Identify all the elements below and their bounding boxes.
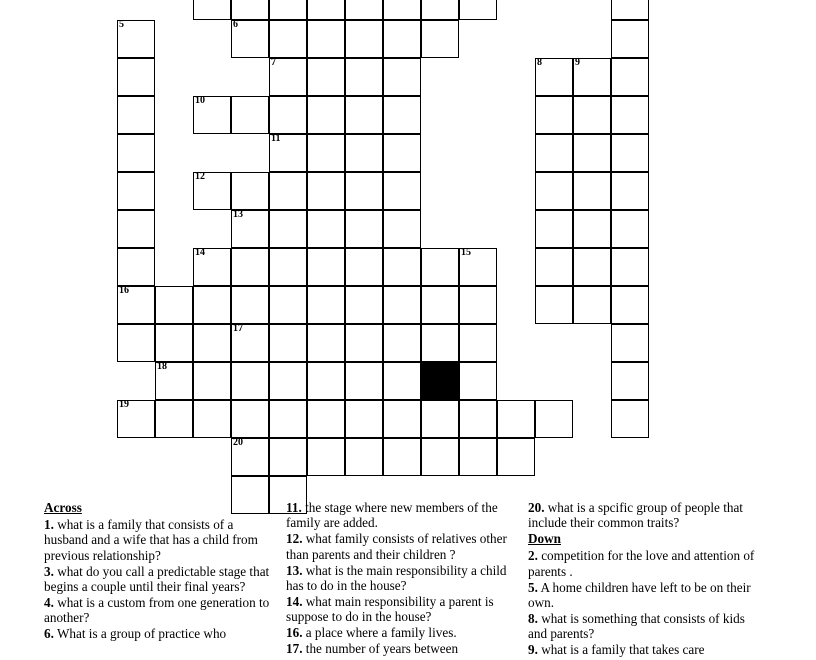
crossword-cell[interactable] [307, 248, 345, 286]
crossword-cell[interactable] [345, 400, 383, 438]
clue-item[interactable] [286, 531, 516, 562]
crossword-cell[interactable] [611, 400, 649, 438]
crossword-cell[interactable] [573, 96, 611, 134]
crossword-cell[interactable] [155, 400, 193, 438]
crossword-cell[interactable] [155, 324, 193, 362]
crossword-cell[interactable] [345, 438, 383, 476]
crossword-cell-number: 11 [271, 133, 281, 144]
crossword-cell[interactable] [345, 362, 383, 400]
crossword-cell[interactable] [231, 324, 269, 362]
crossword-cell[interactable] [307, 96, 345, 134]
crossword-cell[interactable] [231, 20, 269, 58]
crossword-cell[interactable] [307, 362, 345, 400]
clue-item[interactable] [286, 594, 516, 625]
clue-column-across [44, 500, 286, 660]
clue-item[interactable] [286, 500, 516, 531]
crossword-cell-number: 8 [537, 57, 542, 68]
crossword-cell[interactable] [269, 20, 307, 58]
crossword-cell[interactable] [383, 0, 421, 20]
crossword-cell[interactable] [611, 172, 649, 210]
crossword-cell-number: 5 [119, 19, 124, 30]
clue-text: what is a spcific group of people that include their common traits? [528, 500, 743, 531]
crossword-cell[interactable] [497, 400, 535, 438]
crossword-cell[interactable] [307, 400, 345, 438]
clue-text: the number of years between [305, 641, 459, 657]
crossword-cell-number: 16 [119, 285, 129, 296]
crossword-cell[interactable] [269, 0, 307, 20]
crossword-cell[interactable] [383, 58, 421, 96]
crossword-cell[interactable] [383, 324, 421, 362]
crossword-cell[interactable] [383, 286, 421, 324]
clue-item[interactable] [528, 500, 758, 531]
crossword-cell[interactable] [535, 96, 573, 134]
crossword-cell[interactable] [155, 286, 193, 324]
crossword-cell-number: 10 [195, 95, 205, 106]
clue-heading-across: Across [44, 500, 82, 515]
crossword-cell[interactable] [269, 248, 307, 286]
clue-column-across-continued [286, 500, 528, 660]
clue-text: What is a group of practice who [56, 626, 227, 642]
crossword-cell[interactable] [307, 20, 345, 58]
crossword-cell[interactable] [573, 134, 611, 172]
crossword-cell[interactable] [231, 0, 269, 20]
clue-number: 2. [528, 548, 538, 564]
crossword-cell[interactable] [117, 210, 155, 248]
crossword-cell[interactable] [421, 438, 459, 476]
crossword-cell[interactable] [459, 248, 497, 286]
crossword-cell[interactable] [459, 362, 497, 400]
crossword-cell[interactable] [345, 134, 383, 172]
crossword-cell-number: 12 [195, 171, 205, 182]
crossword-cell-number: 19 [119, 399, 129, 410]
crossword-cell[interactable] [269, 58, 307, 96]
crossword-cell[interactable] [383, 438, 421, 476]
crossword-cell[interactable] [421, 20, 459, 58]
clue-text: what family consists of relatives other than parents and their children ? [286, 531, 507, 562]
crossword-cell[interactable] [117, 286, 155, 324]
crossword-cell-number: 6 [233, 19, 238, 30]
clue-item[interactable] [44, 595, 274, 626]
crossword-cell[interactable] [611, 20, 649, 58]
crossword-cell[interactable] [269, 172, 307, 210]
crossword-cell[interactable] [345, 0, 383, 20]
crossword-cell[interactable] [231, 248, 269, 286]
crossword-cell[interactable] [193, 400, 231, 438]
crossword-cell[interactable] [231, 210, 269, 248]
crossword-cell[interactable] [611, 248, 649, 286]
crossword-cell-number: 15 [461, 247, 471, 258]
clue-item[interactable] [44, 626, 274, 641]
clue-number: 4. [44, 595, 54, 611]
clue-number: 13. [286, 562, 303, 578]
clue-text: what is a family that consists of a husband and a wife that has a child from previous relationship? [44, 517, 258, 563]
crossword-cell[interactable] [345, 324, 383, 362]
crossword-cell[interactable] [383, 248, 421, 286]
clue-item[interactable] [528, 611, 758, 642]
clue-text: A home children have left to be on their own. [528, 579, 751, 611]
clue-number: 12. [286, 531, 303, 547]
crossword-cell-number: 17 [233, 323, 243, 334]
clue-heading-down: Down [528, 531, 561, 547]
crossword-cell[interactable] [535, 134, 573, 172]
crossword-cell[interactable] [383, 400, 421, 438]
clue-text: competition for the love and attention of parents . [528, 548, 755, 579]
crossword-cell[interactable] [573, 248, 611, 286]
crossword-cell[interactable] [117, 400, 155, 438]
crossword-cell-number: 13 [233, 209, 243, 220]
crossword-cell[interactable] [193, 172, 231, 210]
clue-text: what do you call a predictable stage that begins a couple until their final years? [44, 563, 270, 595]
crossword-cell[interactable] [307, 438, 345, 476]
crossword-cell[interactable] [383, 20, 421, 58]
crossword-cell[interactable] [421, 286, 459, 324]
crossword-cell[interactable] [459, 324, 497, 362]
clue-number: 3. [44, 563, 54, 579]
crossword-cell[interactable] [573, 172, 611, 210]
clue-item[interactable] [528, 580, 758, 611]
crossword-cell[interactable] [269, 362, 307, 400]
crossword-cell[interactable] [193, 96, 231, 134]
clue-number: 11. [286, 500, 302, 515]
crossword-cell[interactable] [535, 172, 573, 210]
clue-column-down [528, 500, 770, 660]
crossword-cell[interactable] [231, 96, 269, 134]
crossword-cell[interactable] [193, 248, 231, 286]
crossword-cell[interactable] [307, 286, 345, 324]
crossword-cell[interactable] [459, 400, 497, 438]
crossword-cell[interactable] [421, 248, 459, 286]
crossword-cell[interactable] [269, 210, 307, 248]
crossword-cell[interactable] [421, 324, 459, 362]
clue-text: what is a family that takes care [541, 642, 705, 658]
crossword-cell[interactable] [307, 134, 345, 172]
crossword-cell[interactable] [421, 0, 459, 20]
crossword-cell[interactable] [383, 134, 421, 172]
crossword-cell[interactable] [611, 324, 649, 362]
crossword-cell[interactable] [383, 172, 421, 210]
crossword-cell-number: 20 [233, 437, 243, 448]
clue-item[interactable] [286, 563, 516, 594]
crossword-cell[interactable] [117, 324, 155, 362]
clue-text: what is the main responsibility a child has to do in the house? [286, 562, 507, 594]
clue-item[interactable] [44, 517, 274, 563]
crossword-cell[interactable] [193, 362, 231, 400]
clue-number: 8. [528, 610, 538, 626]
crossword-cell[interactable] [573, 58, 611, 96]
crossword-cell[interactable] [345, 58, 383, 96]
crossword-cell[interactable] [535, 248, 573, 286]
crossword-cell[interactable] [611, 362, 649, 400]
crossword-cell[interactable] [193, 286, 231, 324]
crossword-cell[interactable] [117, 96, 155, 134]
clue-text: the stage where new members of the family are added. [286, 500, 498, 531]
crossword-cell[interactable] [345, 20, 383, 58]
clue-number: 9. [528, 642, 538, 658]
crossword-cell[interactable] [231, 400, 269, 438]
crossword-cell[interactable] [117, 20, 155, 58]
crossword-cell[interactable] [269, 400, 307, 438]
clue-number: 1. [44, 517, 54, 532]
clue-list [44, 500, 770, 660]
crossword-cell[interactable] [459, 0, 497, 20]
crossword-cell[interactable] [117, 134, 155, 172]
crossword-cell[interactable] [193, 324, 231, 362]
crossword-cell[interactable] [193, 0, 231, 20]
crossword-cell[interactable] [269, 286, 307, 324]
crossword-cell[interactable] [345, 286, 383, 324]
clue-text: what is a custom from one generation to another? [44, 595, 270, 626]
clue-item[interactable] [286, 641, 516, 656]
crossword-cell[interactable] [345, 96, 383, 134]
clue-number: 20. [528, 500, 545, 515]
crossword-cell[interactable] [611, 58, 649, 96]
crossword-cell[interactable] [231, 438, 269, 476]
crossword-cell[interactable] [231, 172, 269, 210]
crossword-cell-number: 7 [271, 57, 276, 68]
crossword-cell[interactable] [611, 210, 649, 248]
crossword-cell-number: 9 [575, 57, 580, 68]
crossword-cell[interactable] [231, 362, 269, 400]
crossword-cell[interactable] [383, 210, 421, 248]
crossword-cell[interactable] [497, 438, 535, 476]
clue-number: 6. [44, 626, 54, 642]
crossword-cell-blocked [421, 362, 459, 400]
crossword-cell[interactable] [573, 210, 611, 248]
crossword-cell[interactable] [611, 286, 649, 324]
crossword-cell[interactable] [231, 286, 269, 324]
crossword-cell[interactable] [307, 0, 345, 20]
crossword-cell[interactable] [535, 286, 573, 324]
clue-number: 17. [286, 641, 303, 657]
clue-item[interactable] [528, 548, 758, 579]
crossword-cell[interactable] [345, 210, 383, 248]
clue-number: 16. [286, 625, 303, 641]
clue-item[interactable] [286, 625, 516, 640]
crossword-cell[interactable] [383, 96, 421, 134]
clue-number: 14. [286, 593, 303, 609]
crossword-cell[interactable] [573, 286, 611, 324]
crossword-cell[interactable] [307, 172, 345, 210]
crossword-cell[interactable] [383, 362, 421, 400]
clue-text: what is something that consists of kids and parents? [528, 610, 745, 642]
crossword-cell[interactable] [535, 400, 573, 438]
crossword-cell[interactable] [269, 96, 307, 134]
crossword-cell[interactable] [611, 134, 649, 172]
crossword-cell[interactable] [535, 58, 573, 96]
crossword-cell[interactable] [345, 248, 383, 286]
crossword-cell[interactable] [611, 96, 649, 134]
clue-number: 5. [528, 579, 538, 595]
crossword-cell[interactable] [307, 58, 345, 96]
crossword-cell[interactable] [117, 172, 155, 210]
crossword-cell[interactable] [307, 210, 345, 248]
clue-item[interactable] [44, 564, 274, 595]
clue-text: what main responsibility a parent is suppose to do in the house? [286, 593, 494, 625]
crossword-cell-number: 18 [157, 361, 167, 372]
crossword-cell[interactable] [269, 134, 307, 172]
crossword-cell[interactable] [269, 438, 307, 476]
crossword-cell[interactable] [459, 438, 497, 476]
crossword-cell[interactable] [535, 210, 573, 248]
crossword-cell[interactable] [345, 172, 383, 210]
crossword-cell[interactable] [307, 324, 345, 362]
crossword-cell[interactable] [269, 324, 307, 362]
crossword-cell[interactable] [421, 400, 459, 438]
crossword-cell[interactable] [611, 0, 649, 20]
crossword-cell[interactable] [459, 286, 497, 324]
crossword-cell[interactable] [117, 248, 155, 286]
crossword-cell[interactable] [117, 58, 155, 96]
crossword-cell[interactable] [155, 362, 193, 400]
clue-text: a place where a family lives. [305, 625, 457, 641]
clue-item[interactable] [528, 642, 758, 657]
crossword-cell-number: 14 [195, 247, 205, 258]
